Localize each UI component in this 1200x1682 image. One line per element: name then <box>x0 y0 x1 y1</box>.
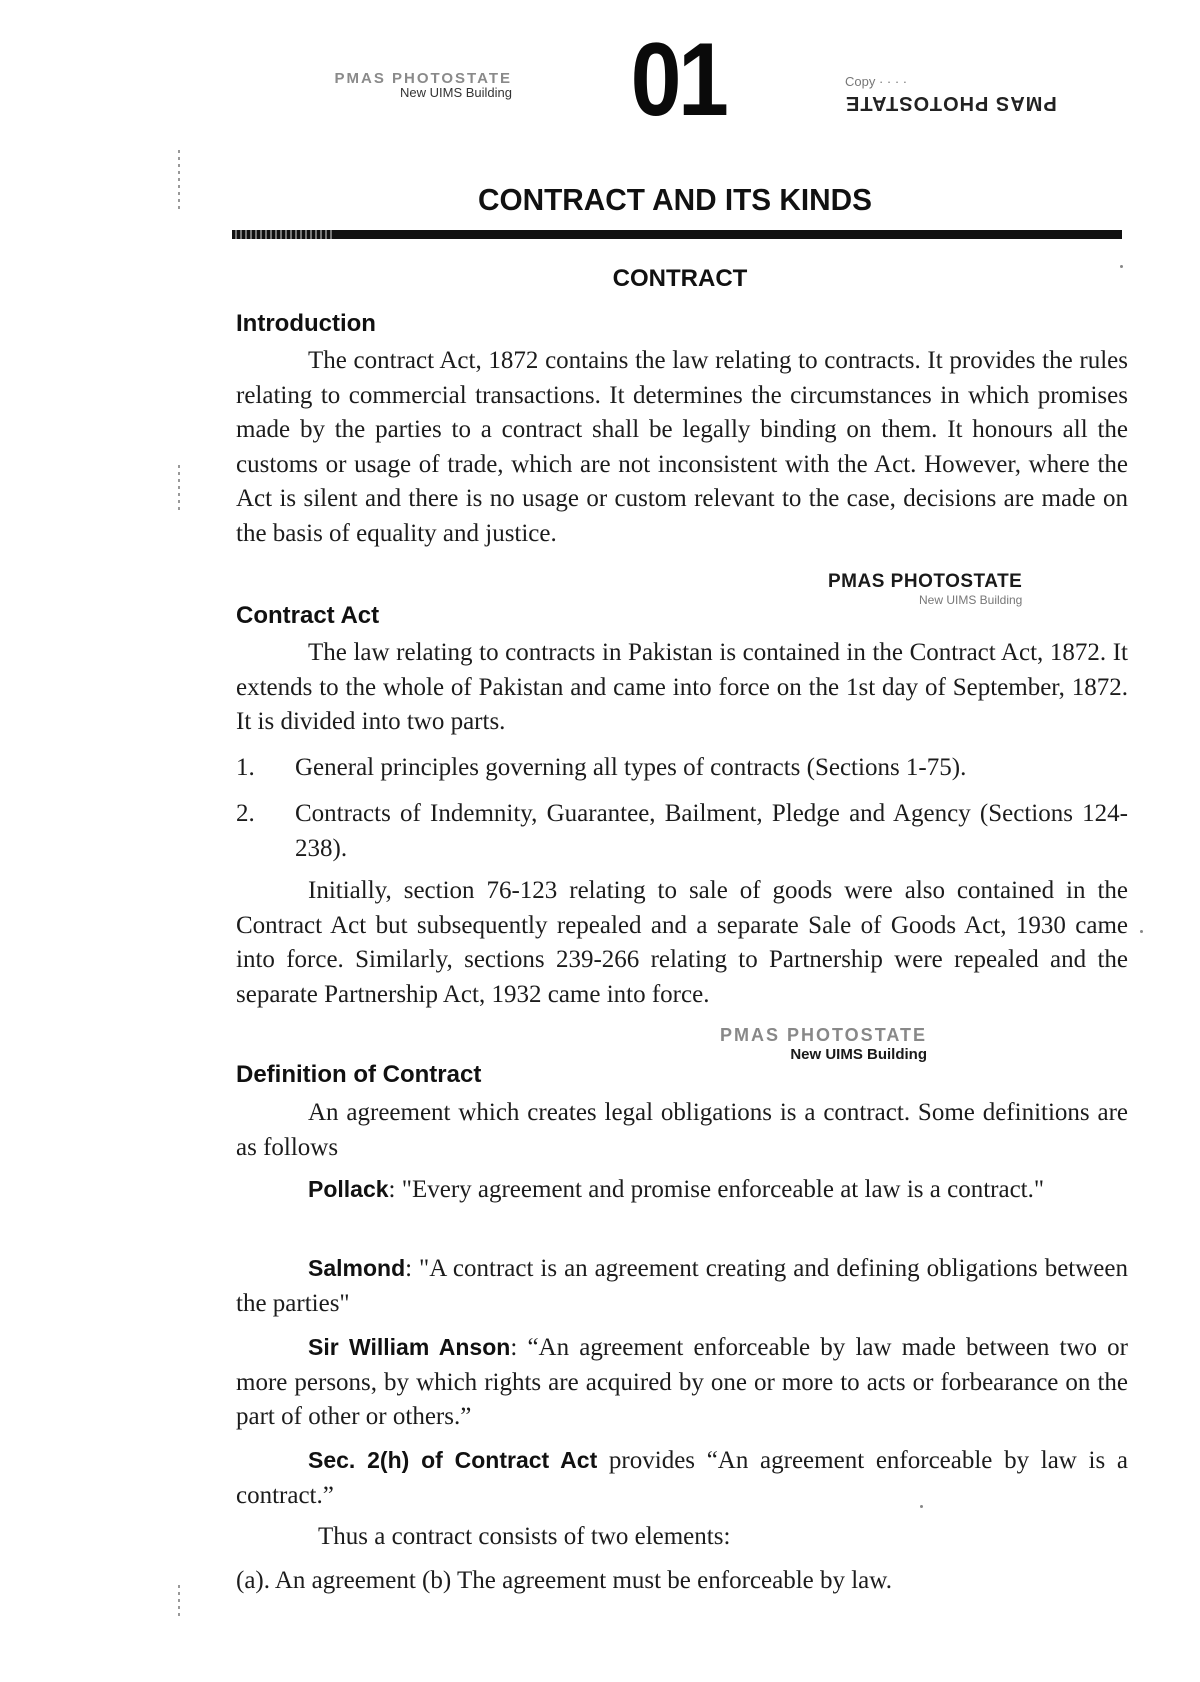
definition-anson <box>236 1330 1128 1435</box>
stamp-right-line1: Copy · · · · <box>845 74 908 89</box>
stamp-left-line1: PMAS PHOTOSTATE <box>334 70 512 87</box>
list-item-number: 2. <box>236 800 255 827</box>
photostat-stamp-left <box>272 70 512 100</box>
definition-paragraph: An agreement which creates legal obligations is a contract. Some definitions are as follows <box>236 1099 1128 1161</box>
salmond-label: Salmond <box>308 1255 406 1281</box>
section-title: CONTRACT <box>612 265 748 292</box>
salmond-text: : "A contract is an agreement creating and defining obligations between the parties" <box>236 1255 1128 1317</box>
title-rule-divider <box>232 230 1122 239</box>
anson-label: Sir William Anson <box>308 1334 511 1360</box>
list-item-text: General principles governing all types of contracts (Sections 1-75). <box>295 754 967 781</box>
definition-pollack <box>236 1172 1128 1208</box>
sec-text: provides “An agreement enforceable by law is a contract.” <box>236 1447 1129 1509</box>
stamp-right-line2: PMAS PHOTOSTATE <box>845 92 1057 114</box>
definition-sec-2h <box>236 1443 1128 1513</box>
chapter-number: 01 <box>630 22 726 138</box>
scan-speck <box>1140 930 1143 933</box>
stamp-mid2-line1: PMAS PHOTOSTATE <box>720 1025 928 1045</box>
contract-act-paragraph-2: Initially, section 76-123 relating to sale of goods were also contained in the Contract Act but subsequently repealed and a separate Sale of Goods Act, 1930 came into force. Similarly, sections 239-266 relating to Partnership were repealed and the separate Partnership Act, 1932 came into force. <box>236 877 1128 1008</box>
stamp-mid-line1: PMAS PHOTOSTATE <box>828 571 1023 592</box>
photostat-stamp-right <box>845 74 1075 114</box>
introduction-paragraph: The contract Act, 1872 contains the law relating to contracts. It provides the rules relating to commercial transactions. It determines the circumstances in which promises made by the parties to a contract shall be legally binding on them. It honours all the customs or usage of trade, which are not inconsistent with the Act. However, where the Act is silent and there is no usage or custom relevant to the case, decisions are made on the basis of equality and justice. <box>236 347 1128 547</box>
anson-text: : “An agreement enforceable by law made between two or more persons, by which rights are acquired by one or more to acts or forbearance on the part of other or others.” <box>236 1334 1129 1430</box>
pollack-text: : "Every agreement and promise enforceable at law is a contract." <box>388 1176 1045 1203</box>
heading-contract-act: Contract Act <box>236 602 380 629</box>
scan-speck <box>1120 265 1123 268</box>
sec-label: Sec. 2(h) of Contract Act <box>308 1447 598 1473</box>
definition-elements: (a). An agreement (b) The agreement must be enforceable by law. <box>236 1567 892 1594</box>
stamp-left-line2: New UIMS Building <box>400 85 512 100</box>
scan-margin-mark <box>178 150 180 210</box>
list-item-text: Contracts of Indemnity, Guarantee, Bailment, Pledge and Agency (Sections 124-238). <box>295 800 1128 862</box>
scan-margin-mark <box>178 1585 180 1620</box>
heading-introduction: Introduction <box>236 310 376 337</box>
stamp-mid2-line2: New UIMS Building <box>790 1046 928 1063</box>
contract-act-paragraph: The law relating to contracts in Pakistan is contained in the Contract Act, 1872. It extends to the whole of Pakistan and came into force on the 1st day of September, 1872. It is divided into two parts. <box>236 639 1128 735</box>
stamp-mid-line2: New UIMS Building <box>918 593 1023 607</box>
definition-salmond <box>236 1251 1128 1321</box>
photostat-stamp-mid-2 <box>720 1025 927 1063</box>
heading-definition: Definition of Contract <box>236 1061 482 1088</box>
pollack-label: Pollack <box>308 1176 389 1202</box>
definition-thus: Thus a contract consists of two elements: <box>318 1523 731 1550</box>
chapter-title: CONTRACT AND ITS KINDS <box>477 182 873 217</box>
photostat-stamp-mid <box>828 571 1022 607</box>
scan-margin-mark <box>178 465 180 510</box>
list-item-number: 1. <box>236 754 255 781</box>
